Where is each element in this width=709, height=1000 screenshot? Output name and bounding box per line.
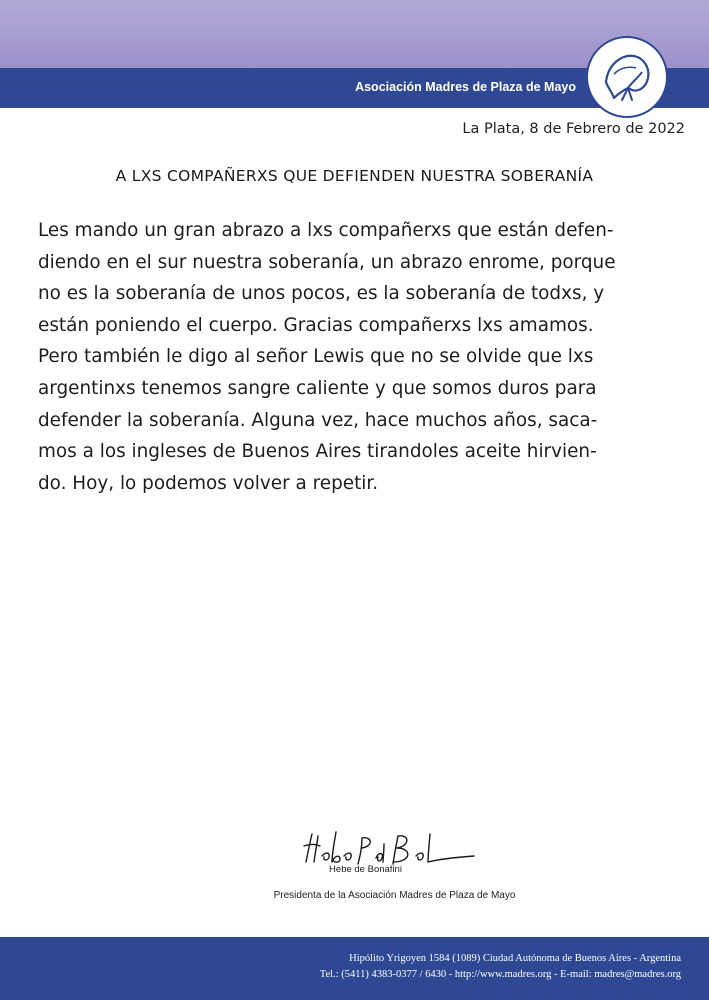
white-headscarf-icon [586,36,668,118]
organization-name: Asociación Madres de Plaza de Mayo [355,80,576,94]
body-line: están poniendo el cuerpo. Gracias compañerxs lxs amamos. [38,314,594,336]
body-line: Les mando un gran abrazo a lxs compañerxs que están defen- [38,220,614,241]
body-line: mos a los ingleses de Buenos Aires tirandoles aceite hirvien- [38,441,597,463]
signer-name: Hebe de Bonafini [329,864,402,875]
letter-body [38,215,698,499]
letter-date: La Plata, 8 de Febrero de 2022 [462,121,685,137]
signer-role: Presidenta de la Asociación Madres de Plaza de Mayo [273,890,516,901]
footer-contact: Tel.: (5411) 4383-0377 / 6430 - http://www.madres.org - E-mail: madres@madres.org [319,969,681,980]
letter-title: A LXS COMPAÑERXS QUE DEFIENDEN NUESTRA SOBERANÍA [115,167,594,185]
body-line: do. Hoy, lo podemos volver a repetir. [38,472,379,494]
body-line: Pero también le digo al señor Lewis que no se olvide que lxs [38,346,594,368]
body-line: defender la soberanía. Alguna vez, hace muchos años, saca- [38,409,598,431]
body-line: diendo en el sur nuestra soberanía, un abrazo enrome, porque [38,251,616,273]
body-line: argentinxs tenemos sangre caliente y que somos duros para [38,377,597,399]
footer-address: Hipólito Yrigoyen 1584 (1089) Ciudad Autónoma de Buenos Aires - Argentina [349,953,681,964]
body-line: no es la soberanía de unos pocos, es la soberanía de todxs, y [38,283,605,305]
